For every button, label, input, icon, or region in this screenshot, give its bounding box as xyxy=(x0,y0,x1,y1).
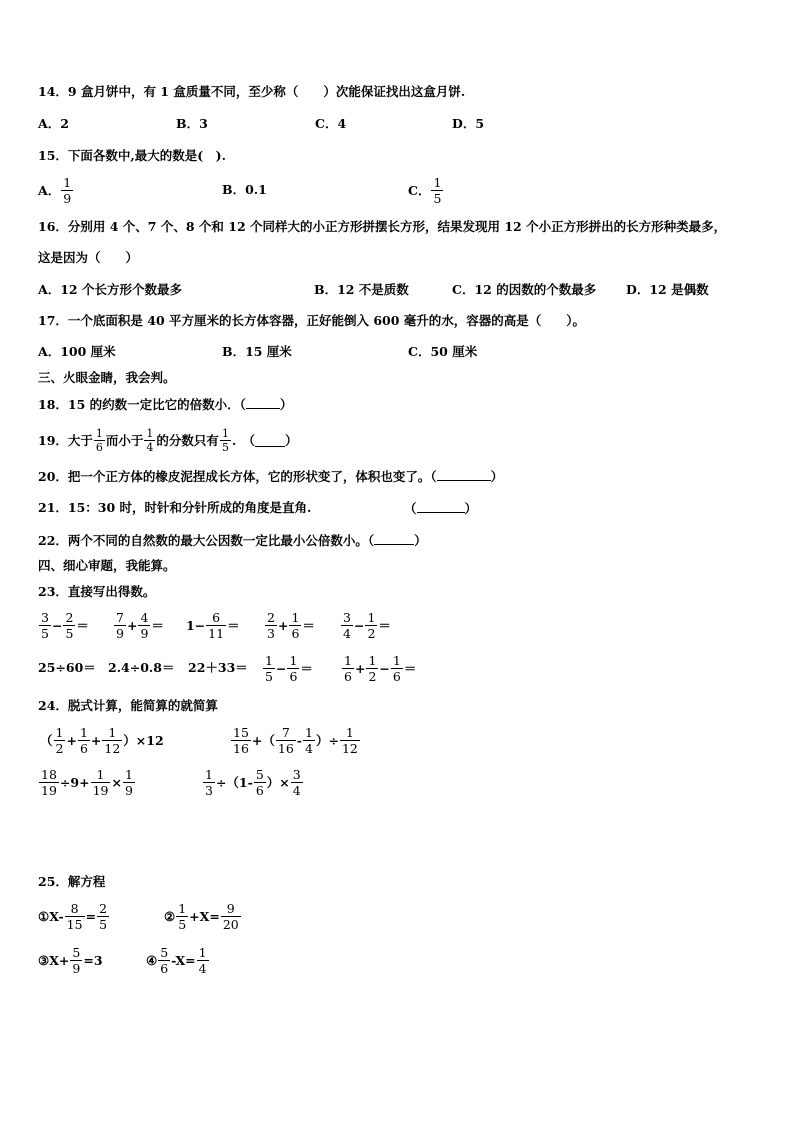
q22-answer-blank[interactable] xyxy=(374,532,414,545)
q24-expression-1 xyxy=(40,720,164,760)
fraction xyxy=(276,725,296,756)
fraction xyxy=(158,945,170,976)
numerator: 5 xyxy=(255,766,264,782)
numerator: 1 xyxy=(345,724,354,740)
q25-equation-1 xyxy=(38,896,110,936)
numerator: 1 xyxy=(205,766,213,782)
q16-option-b: B．12 不是质数 xyxy=(314,282,409,297)
fraction xyxy=(70,945,82,976)
denominator: 2 xyxy=(368,668,377,684)
equals-sign: ＝ xyxy=(76,618,89,633)
q22-text: 22．两个不同的自然数的最大公因数一定比最小公倍数小。（ xyxy=(38,533,375,548)
operator: ÷9+ xyxy=(59,774,90,790)
fraction xyxy=(78,725,90,756)
denominator: 6 xyxy=(95,440,103,454)
operator: − xyxy=(51,617,63,633)
denominator: 3 xyxy=(205,782,213,798)
denominator: 4 xyxy=(198,960,207,976)
fraction xyxy=(176,901,188,932)
q22-statement xyxy=(38,532,427,549)
q25-equation-4 xyxy=(146,940,210,980)
denominator: 9 xyxy=(116,625,124,641)
denominator: 4 xyxy=(292,782,301,798)
denominator: 2 xyxy=(55,740,64,756)
numerator: 1 xyxy=(265,652,273,668)
fraction xyxy=(254,767,266,798)
fraction xyxy=(206,610,226,641)
fraction xyxy=(366,653,378,684)
open-paren: （ xyxy=(40,733,53,748)
operator: - xyxy=(296,732,302,748)
denominator: 5 xyxy=(41,625,49,641)
operator: + xyxy=(126,617,138,633)
q19-text-b: 而小于 xyxy=(105,433,144,448)
open-paren: （ xyxy=(404,501,417,516)
q23-expression: 2.4÷0.8＝ xyxy=(108,660,175,675)
numerator: 6 xyxy=(212,609,221,625)
denominator: 9 xyxy=(124,782,133,798)
numerator: 3 xyxy=(41,609,49,625)
circled-number: ③ xyxy=(38,952,50,968)
q15-option-a-fraction xyxy=(61,175,73,206)
q23-expression xyxy=(113,605,164,645)
numerator: 2 xyxy=(99,900,108,916)
close-paren: ） xyxy=(490,469,504,484)
operator: − xyxy=(275,660,287,676)
fraction xyxy=(39,767,59,798)
fraction xyxy=(138,610,150,641)
close-paren: ） xyxy=(414,533,427,548)
q17-option-b: B．15 厘米 xyxy=(222,344,292,359)
denominator: 5 xyxy=(178,916,187,932)
operator: ÷（1- xyxy=(215,775,253,790)
q23-expression xyxy=(340,605,391,645)
operator: + xyxy=(277,617,289,633)
denominator: 2 xyxy=(367,625,376,641)
circled-number: ④ xyxy=(146,952,158,968)
q19-fraction-2 xyxy=(144,427,155,454)
numerator: 3 xyxy=(292,766,301,782)
q16-option-c: C．12 的因数的个数最多 xyxy=(452,282,597,297)
q14-option-a: A．2 xyxy=(38,116,69,131)
q23-expression: 22＋33＝ xyxy=(188,660,248,675)
fraction xyxy=(123,767,135,798)
prefix: 1− xyxy=(186,617,206,633)
q25-equation-2 xyxy=(164,896,242,936)
q25-equation-3 xyxy=(38,940,103,980)
section-4-heading: 四、细心审题，我能算。 xyxy=(38,558,176,573)
denominator: 5 xyxy=(221,440,229,454)
equals-sign: ＝ xyxy=(302,618,315,633)
denominator: 5 xyxy=(65,625,74,641)
numerator: 8 xyxy=(70,900,79,916)
q21-answer-blank[interactable] xyxy=(417,500,465,513)
denominator: 16 xyxy=(277,740,294,756)
numerator: 1 xyxy=(146,426,154,440)
denominator: 6 xyxy=(392,668,401,684)
fraction xyxy=(203,767,215,798)
numerator: 1 xyxy=(178,900,187,916)
denominator: 9 xyxy=(63,190,72,206)
q23-expression: 25÷60＝ xyxy=(38,660,96,675)
operator: − xyxy=(353,617,365,633)
denominator: 9 xyxy=(140,625,149,641)
fraction xyxy=(39,610,51,641)
circled-number: ② xyxy=(164,908,176,924)
fraction xyxy=(65,901,85,932)
denominator: 6 xyxy=(289,668,298,684)
numerator: 1 xyxy=(305,724,313,740)
denominator: 6 xyxy=(344,668,352,684)
numerator: 1 xyxy=(79,724,88,740)
denominator: 6 xyxy=(291,625,300,641)
q24-expression-2 xyxy=(230,720,361,760)
q19-text-c: 的分数只有 xyxy=(156,433,219,448)
q21-statement: 21．15：30 时，时针和分针所成的角度是直角. xyxy=(38,500,312,515)
fraction xyxy=(365,610,377,641)
fraction xyxy=(391,653,403,684)
q14-option-b: B．3 xyxy=(176,116,208,131)
q21-answer xyxy=(404,500,477,517)
q24-stem: 24．脱式计算，能简算的就简算 xyxy=(38,698,218,713)
q15-stem: 15．下面各数中,最大的数是( ). xyxy=(38,148,226,163)
q18-text: 18．15 的约数一定比它的倍数小．（ xyxy=(38,397,246,412)
q23-expression xyxy=(264,605,315,645)
q15-option-b: B．0.1 xyxy=(222,182,267,197)
fraction xyxy=(289,610,301,641)
operator: − xyxy=(379,660,390,676)
denominator: 5 xyxy=(433,190,442,206)
q19-fraction-1 xyxy=(94,427,105,454)
operator: + xyxy=(66,732,77,748)
denominator: 15 xyxy=(66,916,83,932)
operator: + xyxy=(354,660,366,676)
fraction xyxy=(341,610,353,641)
q18-statement xyxy=(38,396,292,413)
q14-option-c: C．4 xyxy=(315,116,347,131)
numerator: 1 xyxy=(63,174,72,190)
fraction xyxy=(303,725,315,756)
denominator: 6 xyxy=(79,740,88,756)
numerator: 9 xyxy=(226,900,235,916)
q20-statement xyxy=(38,468,503,485)
fraction xyxy=(287,653,299,684)
q15-option-c-fraction xyxy=(431,175,443,206)
numerator: 1 xyxy=(344,652,352,668)
equals-sign: = xyxy=(85,908,97,924)
denominator: 20 xyxy=(222,916,239,932)
denominator: 12 xyxy=(341,740,358,756)
numerator: 1 xyxy=(198,944,207,960)
fraction xyxy=(340,725,360,756)
fraction xyxy=(263,653,275,684)
numerator: 5 xyxy=(72,944,81,960)
denominator: 3 xyxy=(267,625,275,641)
q24-expression-3 xyxy=(38,762,136,802)
numerator: 2 xyxy=(65,609,74,625)
fraction xyxy=(54,725,66,756)
q23-stem: 23．直接写出得数。 xyxy=(38,584,156,599)
equals-sign: ＝ xyxy=(403,661,417,676)
fraction xyxy=(342,653,354,684)
numerator: 1 xyxy=(367,609,376,625)
denominator: 19 xyxy=(41,782,57,798)
equals-sign: ＝ xyxy=(151,618,164,633)
q23-expression xyxy=(38,605,89,645)
term: =3 xyxy=(83,952,103,968)
numerator: 7 xyxy=(281,724,290,740)
denominator: 4 xyxy=(305,740,313,756)
term: X- xyxy=(49,908,64,924)
q18-answer-blank[interactable] xyxy=(246,396,280,409)
fraction xyxy=(231,725,251,756)
section-3-heading: 三、火眼金睛，我会判。 xyxy=(38,370,176,385)
q23-expression xyxy=(186,605,240,645)
fraction xyxy=(102,725,122,756)
q15-option-c-label: C． xyxy=(408,183,431,198)
q19-text-a: 19．大于 xyxy=(38,433,93,448)
fraction xyxy=(265,610,277,641)
q20-text: 20．把一个正方体的橡皮泥捏成长方体，它的形状变了，体积也变了。（ xyxy=(38,469,437,484)
operator: + xyxy=(90,732,102,748)
fraction xyxy=(197,945,209,976)
numerator: 5 xyxy=(160,944,169,960)
numerator: 7 xyxy=(116,609,124,625)
denominator: 19 xyxy=(92,782,109,798)
numerator: 1 xyxy=(108,724,117,740)
operator: ）× xyxy=(266,775,290,790)
close-paren: ） xyxy=(464,501,478,516)
denominator: 6 xyxy=(255,782,264,798)
denominator: 4 xyxy=(343,625,351,641)
numerator: 1 xyxy=(96,766,105,782)
equals-sign: ＝ xyxy=(227,618,240,633)
fraction xyxy=(63,610,75,641)
fraction xyxy=(291,767,303,798)
q17-stem: 17．一个底面积是 40 平方厘米的长方体容器，正好能倒入 600 毫升的水，容器的高是（ ）。 xyxy=(38,313,586,328)
numerator: 2 xyxy=(267,609,275,625)
q17-option-c: C．50 厘米 xyxy=(408,344,478,359)
q23-expression xyxy=(341,648,416,688)
numerator: 1 xyxy=(124,766,133,782)
q16-option-a: A．12 个长方形个数最多 xyxy=(38,282,182,297)
operator: × xyxy=(111,774,122,790)
circled-number: ① xyxy=(38,908,50,924)
q24-expression-4 xyxy=(202,762,304,802)
q16-stem-line2: 这是因为（ ） xyxy=(38,250,139,265)
numerator: 3 xyxy=(343,609,351,625)
q14-option-d: D．5 xyxy=(452,116,485,131)
term: X+ xyxy=(49,952,70,968)
operator: +（ xyxy=(251,733,275,748)
close-paren: ） xyxy=(279,397,293,412)
q25-stem: 25．解方程 xyxy=(38,874,106,889)
numerator: 1 xyxy=(55,724,64,740)
fraction xyxy=(114,610,126,641)
numerator: 1 xyxy=(368,652,377,668)
fraction xyxy=(91,767,111,798)
term: -X= xyxy=(171,952,196,968)
denominator: 9 xyxy=(72,960,81,976)
q15-option-a-label: A． xyxy=(38,183,61,198)
q17-option-a: A．100 厘米 xyxy=(38,344,116,359)
denominator: 5 xyxy=(265,668,273,684)
equals-sign: ＝ xyxy=(378,618,391,633)
q19-statement xyxy=(38,420,298,460)
q19-text-e: . （ xyxy=(231,433,256,448)
denominator: 6 xyxy=(160,960,169,976)
fraction xyxy=(97,901,109,932)
q23-expression xyxy=(262,648,313,688)
numerator: 1 xyxy=(291,609,300,625)
numerator: 1 xyxy=(95,426,103,440)
denominator: 5 xyxy=(99,916,108,932)
denominator: 12 xyxy=(104,740,121,756)
q15-option-c xyxy=(408,170,444,210)
numerator: 1 xyxy=(289,652,298,668)
operator: ）÷ xyxy=(315,733,339,748)
q19-fraction-3 xyxy=(220,427,231,454)
close-paren: ） xyxy=(285,433,298,448)
q14-stem: 14．9 盒月饼中，有 1 盒质量不同，至少称（ ）次能保证找出这盒月饼. xyxy=(38,84,466,99)
equals-sign: ＝ xyxy=(300,661,313,676)
numerator: 1 xyxy=(221,426,229,440)
fraction xyxy=(221,901,241,932)
q19-answer-blank[interactable] xyxy=(255,434,285,447)
denominator: 11 xyxy=(208,625,225,641)
q15-option-a xyxy=(38,170,74,210)
q16-option-d: D．12 是偶数 xyxy=(626,282,709,297)
numerator: 18 xyxy=(41,766,57,782)
q20-answer-blank[interactable] xyxy=(437,468,491,481)
numerator: 15 xyxy=(233,724,249,740)
numerator: 4 xyxy=(140,609,149,625)
q16-stem-line1: 16．分别用 4 个、7 个、8 个和 12 个同样大的小正方形拼摆长方形，结果发现用 12 个小正方形拼出的长方形种类最多， xyxy=(38,219,727,234)
denominator: 4 xyxy=(146,440,154,454)
denominator: 16 xyxy=(233,740,249,756)
term: +X= xyxy=(189,908,220,924)
numerator: 1 xyxy=(392,652,401,668)
close-part: ）×12 xyxy=(123,733,164,748)
numerator: 1 xyxy=(433,174,442,190)
